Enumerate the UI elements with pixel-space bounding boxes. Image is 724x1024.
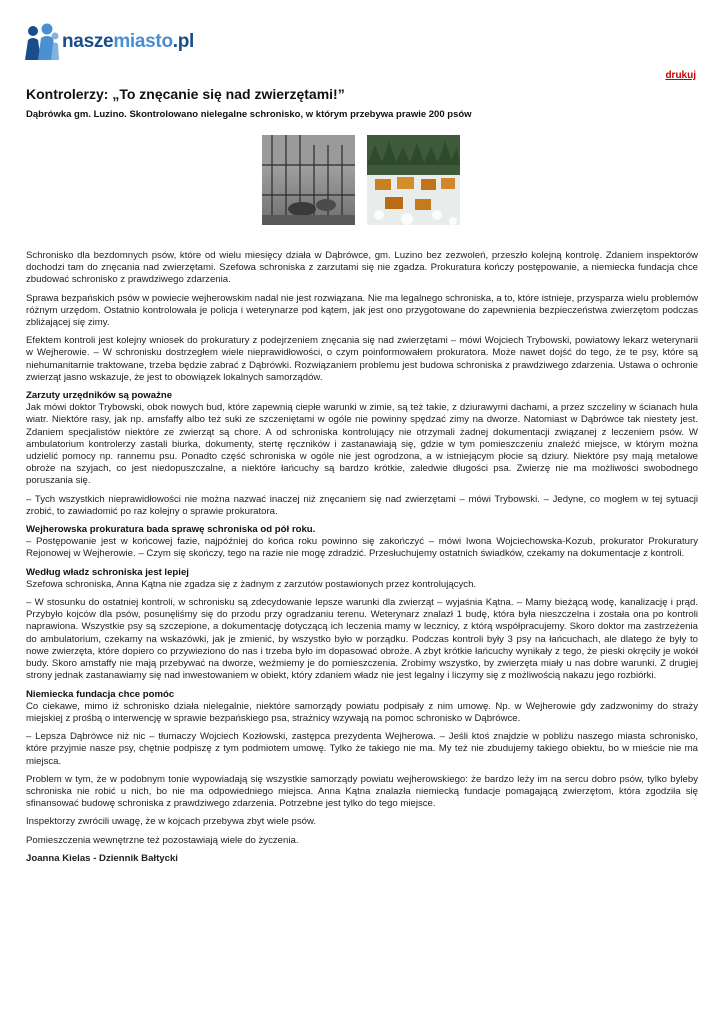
section-heading: Zarzuty urzędników są poważne	[26, 390, 173, 402]
photo-caption: Pomieszczenia wewnętrzne też pozostawiają wiele do życzenia.	[26, 834, 299, 846]
article-paragraph: – Postępowanie jest w końcowej fazie, najpóźniej do końca roku powinno się zakończyć – mówi Iwona Wojciechowska-Kozub, prokurator Prokuratury Rejonowej w Wejherowie. – Czym się skończy, tego na razie nie mogę zdradzić. Przesłuchujemy ostatnich świadków, czekamy na dokumentacje z kontroli.	[26, 536, 698, 560]
article-lead: Dąbrówka gm. Luzino. Skontrolowano nielegalne schronisko, w którym przebywa prawie 200 psów	[26, 109, 472, 120]
article-paragraph: – Tych wszystkich nieprawidłowości nie można nazwać inaczej niż znęcaniem się nad zwierzętami – mówi Trybowski. – Jedyne, co mogłem w tej sytuacji zrobić, to zawiadomić po raz kolejny o sprawie prokuratora.	[26, 493, 698, 517]
photo-shelter-outdoor[interactable]	[367, 135, 460, 225]
article-paragraph: Problem w tym, że w podobnym tonie wypowiadają się wszystkie samorządy powiatu wejherowskiego: że bardzo leży im na sercu dobro psów, tylko byleby schroniska nie robić u nich, bo nie ma odpowiedniego miejsca. Anna Kątna znalazła niemiecką fundacje pomagającą zwierzętom, która zgodziła się sfinansować budowę schroniska z prawdziwego zdarzenia. Potrzebne jest tylko do tego miejsce.	[26, 773, 698, 810]
section-heading: Wejherowska prokuratura bada sprawę schroniska od pół roku.	[26, 524, 316, 536]
photo-kennel-interior[interactable]	[262, 135, 355, 225]
site-logo-text: naszemiasto.pl	[62, 31, 195, 52]
article-author: Joanna Kielas - Dziennik Bałtycki	[26, 852, 178, 864]
article-title: Kontrolerzy: „To znęcanie się nad zwierzętami!”	[26, 86, 345, 102]
article-paragraph: – W stosunku do ostatniej kontroli, w schronisku są zdecydowanie lepsze warunki dla zwierząt – wyjaśnia Kątna. – Mamy bieżącą wodę, kanalizację i prąd. Przybyło kojców dla psów, posunęliśmy się do przodu przy ogradzaniu terenu. Weterynarz znalazł 1 budę, która była nieszczelna i została ona po kontroli naprawiona. Wszystkie psy są szczepione, a dokumentację dotyczącą ich leczenia mamy w lecznicy, z którą współpracujemy. Skoro doktor ma zastrzeżenia do ambulatorium, czekamy na wskazówki, jak je zmienić, by wszystko było w porządku. Podczas kontroli były 3 psy na łańcuchach, ale dlatego że były to nowe zwierzęta, które dopiero co przywieziono do nas i trzeba było im dopasować obroże. A zbyt krótkie łańcuchy wynikały z tego, że pieski okręciły je wokół budy. Skoro amstaffy nie mają przebywać na dworze, weźmiemy je do pomieszczenia. Zrobimy wszystko, by zwierzęta miały u nas dobre warunki. Z drugiej strony jednak zastanawiamy się nad inwestowaniem w obiekt, który zdaniem władz nie jest legalny i liczymy się z możliwością nakazu jego rozbiórki.	[26, 597, 698, 682]
article-body	[26, 250, 698, 871]
print-link[interactable]: drukuj	[665, 70, 696, 81]
section-heading: Niemiecka fundacja chce pomóc	[26, 688, 175, 700]
section-heading: Według władz schroniska jest lepiej	[26, 566, 189, 578]
article-photos	[262, 135, 460, 225]
site-logo[interactable]	[22, 22, 194, 62]
article-paragraph: – Lepsza Dąbrówce niż nic – tłumaczy Wojciech Kozłowski, zastępca prezydenta Wejherowa. – Jeśli ktoś znajdzie w pobliżu naszego miasta schronisko, które przyjmie nasze psy, chętnie podpiszę z tym podmiotem umowę. Tylko że takiego nie ma. My też nie zbudujemy takiego obiektu, bo w mieście nie ma miejsca.	[26, 731, 698, 767]
article-paragraph: Co ciekawe, mimo iż schronisko działa nielegalnie, niektóre samorządy powiatu podpisały z nim umowę. Np. w Wejherowie gdy zadzwonimy do straży miejskiej z prośbą o interwencję w sprawie bezpańskiego psa, strażnicy wzywają na pomoc schronisko w Dąbrówce.	[26, 700, 698, 724]
article-paragraph: Schronisko dla bezdomnych psów, które od wielu miesięcy działa w Dąbrówce, gm. Luzino bez zezwoleń, przeszło kolejną kontrolę. Zdaniem inspektorów dochodzi tam do znęcania nad zwierzętami. Szefowa schroniska z zarzutami się nie zgadza. Prokuratura kończy postępowanie, a niemiecka fundacja chce zbudować schronisko z prawdziwego zdarzenia.	[26, 250, 698, 286]
article-paragraph: Efektem kontroli jest kolejny wniosek do prokuratury z podejrzeniem znęcania się nad zwierzętami – mówi Wojciech Trybowski, powiatowy lekarz weterynarii w Wejherowie. – W schronisku dostrzegłem wiele nieprawidłowości, o czym poinformowałem prokuratora. Może nawet dojść do tego, że te psy, które są niehumanitarnie traktowane, trzeba będzie zabrać z Dąbrówki. Rozwiązaniem problemu jest budowa schroniska z prawdziwego zdarzenia. Ustawa o ochronie zwierząt jasno wskazuje, że jest to obowiązek lokalnych samorządów.	[26, 335, 698, 383]
article-paragraph: Jak mówi doktor Trybowski, obok nowych bud, które zapewnią ciepłe warunki w zimie, są też takie, z dziurawymi dachami, a przez szczeliny w ścianach hula wiatr. Niektóre rasy, jak np. amsfaffy albo też suki ze szczeniętami w ogóle nie powinny spędzać zimy na dworze. Natomiast w Dąbrówce tak niestety jest. Zdaniem specjalistów niektóre ze zwierząt są chore. A od schroniska kontrolujący nie otrzymali żadnej dokumentacji związanej z leczeniem psów. W ambulatorium kontrolerzy zastali biurka, dokumenty, stertę ręczników i zastanawiają się, gdzie w tym pomieszczeniu znaleźć miejsce, w którym można udzielić pomocy np. rannemu psu. Ponadto część schroniska w ogóle nie jest ogrodzona, a w istniejącym płocie są dziury. Niektóre psy mają metalowe obroże na szyjach, co jest niedopuszczalne, a niektóre łańcuchy są bardzo krótkie, zaledwie długości psa. Zwierzę nie ma możliwości swobodnego poruszania się.	[26, 402, 698, 487]
article-paragraph: Szefowa schroniska, Anna Kątna nie zgadza się z żadnym z zarzutów postawionych przez kontrolujących.	[26, 578, 477, 590]
article-paragraph: Sprawa bezpańskich psów w powiecie wejherowskim nadal nie jest rozwiązana. Nie ma legalnego schroniska, a to, które istnieje, przysparza wielu problemów różnym urzędom. Ostatnio kontrolowała je policja i weterynarze pod kątem, jak jest ono przygotowane do zapewnienia bezpieczeństwa zwierzętom podczas zbliżającej się zimy.	[26, 292, 698, 329]
people-logo-icon	[22, 22, 60, 62]
photo-caption: Inspektorzy zwrócili uwagę, że w kojcach przebywa zbyt wiele psów.	[26, 816, 317, 828]
